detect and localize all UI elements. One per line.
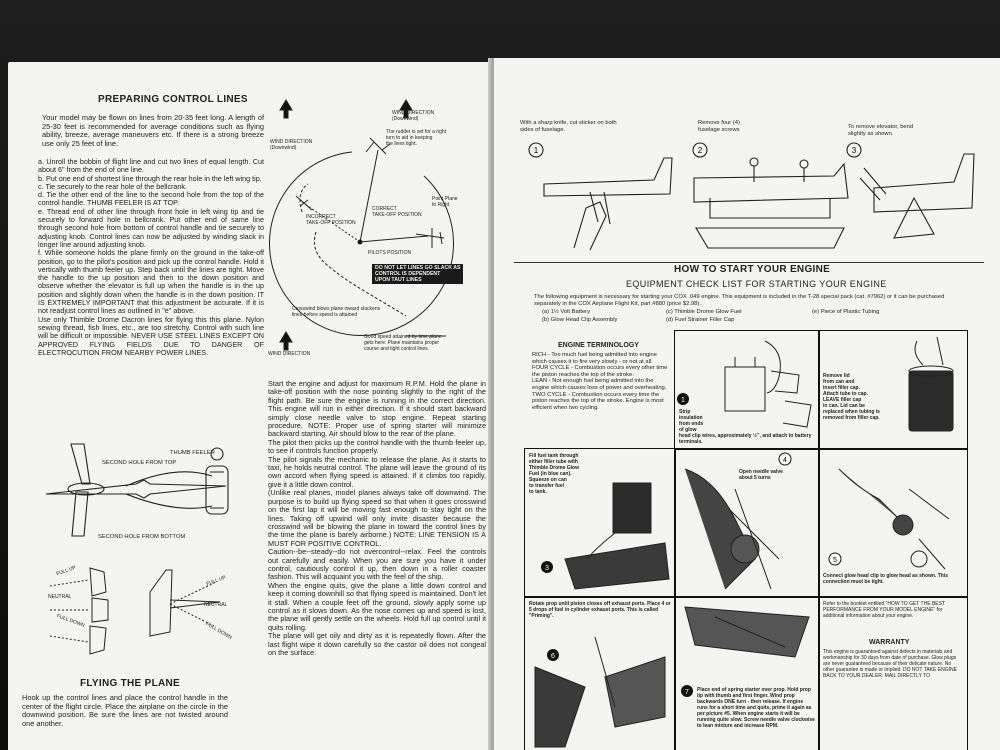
flying-intro-text: Hook up the control lines and place the control handle in the center of the flight circle. Place the airplane on the circle in the downwind position. Be sure the lines are not twisted around one another. xyxy=(22,693,228,728)
elevator-full-up-label: FULL UP xyxy=(205,574,227,588)
box-6-text: Rotate prop until piston closes off exhaust ports. Place 4 or 5 drops of fuel in cylinder exhaust ports. This is called "Priming". xyxy=(529,601,671,619)
box-2-text: Remove lid from can and insert filler cap. Attach tube to cap. LEAVE filler cap in can. Lid can be replaced when tubing is removed from filler cap. xyxy=(823,373,880,421)
step-number-3: 3 xyxy=(851,146,857,155)
warranty-title: WARRANTY xyxy=(869,639,910,646)
how-to-start-title: HOW TO START YOUR ENGINE xyxy=(674,264,831,275)
crosswind-note: Crosswind blows plane inward slackens lines before speed is attained xyxy=(292,306,381,318)
checklist-item-c: (c) Thimble Drome Glow Fuel xyxy=(666,309,742,315)
booklet-reference: Refer to the booklet entitled "HOW TO GET THE BEST PERFORMANCE FROM YOUR MODEL ENGINE" for additional information about your engine. xyxy=(823,601,945,619)
start-step-5-box xyxy=(818,448,968,598)
box-number-5: 5 xyxy=(833,557,837,564)
equipment-checklist-title: EQUIPMENT CHECK LIST FOR STARTING YOUR ENGINE xyxy=(626,279,887,289)
start-step-2-box xyxy=(818,330,968,450)
wind-direction-bottom: WIND DIRECTION xyxy=(268,351,311,357)
elevator-neutral-label: NEUTRAL xyxy=(204,602,228,608)
terminology-title: ENGINE TERMINOLOGY xyxy=(558,342,639,349)
section-divider xyxy=(514,262,984,263)
wind-direction-right: WIND DIRECTION (Downwind) xyxy=(392,110,435,122)
incorrect-takeoff-label: INCORRECT TAKE-OFF POSITION xyxy=(306,214,356,226)
left-page xyxy=(8,62,492,750)
start-step-1-box xyxy=(674,330,820,450)
start-step-7-box xyxy=(674,596,820,750)
slack-lines-warning: DO NOT LET LINES GO SLACK AS CONTROL IS DEPENDENT UPON TAUT LINES xyxy=(372,264,463,284)
box-3-text: Fill fuel tank through either filler tube with Thimble Drome Glow Fuel (in blue can). Squeeze on can to transfer fuel to tank. xyxy=(529,453,580,495)
warranty-text: This engine is guaranteed against defects in materials and workmanship for 30 days from date of purchase. Glow plugs are never guaranteed because of their delicate nature. No other guarantee is made or implied. DO NOT TAKE ENGINE BACK TO YOUR DEALER. MAIL DIRECTLY TO xyxy=(823,649,957,679)
equipment-intro: The following equipment is necessary for starting your COX .049 engine. This equipment is included in the T-28 special pack (cat. #7962) or it can be purchased separately in the COX Airplane Flight Kit, part #880 (price $2.98). xyxy=(534,294,945,307)
neutral-label: NEUTRAL xyxy=(48,594,72,600)
full-down-label: FULL DOWN xyxy=(55,613,86,629)
start-step-6-box xyxy=(524,596,676,750)
step-1-caption: With a sharp knife, cut sticker on both sides of fuselage. xyxy=(520,120,617,133)
step-2-caption: Remove four (4) fuselage screws xyxy=(698,120,740,133)
box-7-text: Place end of spring starter over prop. Hold prop tip with thumb and first finger. Wind prop backwards ONE turn - then release. If engine runs for a short time and quits, prime it again as per picture #5. When engine starts it will be running quite slow. Screw needle valve clockwise to lean mixture and increase RPM. xyxy=(697,687,815,729)
checklist-item-d: (d) Fuel Strainer Filler Cap xyxy=(666,317,735,323)
speed-note: Good speed attained by time plane gets here. Plane maintains proper course and tight control lines. xyxy=(364,334,442,352)
control-lines-intro: Your model may be flown on lines from 20-35 feet long. A length of 25-30 feet is recommended for average conditions such as flying ability, breeze, average maneuvers etc. If there is a strong breeze use only 25 feet of line. xyxy=(42,113,264,148)
flying-instructions: Start the engine and adjust for maximum R.P.M. Hold the plane in take-off position with the nose pointing slightly to the right of the flight path. Be sure the engine is running in the correct direction. This engine will run in either direction. If it should start backward simply close needle valve to stop engine. Repeat starting procedure. NOTE: Proper use of spring starter will minimize backward starting. Air should blow to the rear of the plane. The pilot then picks up the control handle with the thumb feeler up, to see if controls function properly. The pilot signals the mechanic to release the plane. As it starts to taxi, he holds neutral control. The plane will leave the ground of its own accord when flying speed is attained. If it climbs too rapidly, give it a little down control. (Unlike real planes, model planes always take off downwind. The purpose is to build up flying speed so that when it goes crosswind on the first lap it will be moving fast enough to stay tight on the lines. Taking off upwind will only invite disaster because the crosswind will be blowing the plane in toward the control lines by the time the plane is barely airborne.) NOTE: LINE TENSION IS A MUST FOR POSITIVE CONTROL. Caution--be--steady--do not overcontrol--relax. Feel the controls out carefully and easily. When you are sure you have it under control, cautiously control it up, then down in a roller coaster fashion. This will acquaint you with the feel of the ship. When the engine quits, give the plane a little down control and keep it coming downhill so that flying speed is maintained. Don't let it stall. When a couple feet off the ground, slowly apply some up control as it slows down. As the nose comes up and speed is lost, the plane will gently settle on the wheels. Hold full up control until it quits rolling. The plane will get oily and dirty as it is repeatedly flown. After the last flight wipe it down carefully so the castor oil does not congeal on the surface. xyxy=(268,379,486,657)
thumb-feeler-label: THUMB FEELER xyxy=(170,450,215,456)
box-1-text: Strip insulation from ends of glow head clip wires, approximately ½", and attach to battery terminals. xyxy=(679,409,812,445)
box-number-7: 7 xyxy=(685,689,689,696)
box-number-1: 1 xyxy=(681,397,685,404)
terminology-text: RICH - Too much fuel being admitted into engine which causes it to fire very slowly - or not at all. FOUR CYCLE - Combustion occurs every other time the piston reaches the top of the stroke. LEAN - Not enough fuel being admitted into the engine which causes loss of power and overheating. TWO CYCLE - Combustion occurs every time the piston reaches the top of the stroke. Engine is most efficient when two cycling. xyxy=(532,352,668,411)
pilots-position-label: PILOTS POSITION xyxy=(368,250,412,256)
second-hole-top-label: SECOND HOLE FROM TOP xyxy=(102,460,177,466)
point-plane-label: Point Plane to Right xyxy=(432,196,458,208)
step-3-caption: To remove elevator, bend slightly as shown. xyxy=(848,124,914,137)
wind-direction-left: WIND DIRECTION (Downwind) xyxy=(270,139,313,151)
step-number-1: 1 xyxy=(533,146,539,155)
second-hole-bottom-label: SECOND HOLE FROM BOTTOM xyxy=(98,534,186,540)
box-number-4: 4 xyxy=(783,457,787,464)
checklist-item-e: (e) Piece of Plastic Tubing xyxy=(812,309,880,315)
right-page xyxy=(494,58,1000,750)
box-4-text: Open needle valve about 5 turns xyxy=(739,469,783,481)
full-up-label: FULL UP xyxy=(55,564,77,578)
control-lines-steps: a. Unroll the bobbin of flight line and cut two lines of equal length. Cut about 6" from the end of one line. b. Put one end of shortest line through the rear hole in the left wing tip. c. Tie securely to the rear hole of the bellcrank. d. Tie the other end of the line to the second hole from the top of the control handle. THUMB FEELER IS AT TOP. e. Thread end of other line through front hole in left wing tip and tie securely to forward hole in bellcrank. Put other end of same line through second hole from bottom of control handle and tie securely to adjusting knob. Control lines can now be adjusted by winding slack in longer line around adjusting knob. f. While someone holds the plane firmly on the ground in the take-off position, go to the pilot's position and pick up the control handle. Hold it vertically with thumb feeler up. Step back until the lines are tight. Move the handle to the up position and then to the down position and observe whether the elevator is full up when the handle is in the up position and slightly down when the handle is in the down position. IT IS EXTREMELY IMPORTANT that this adjustment be accurate. If it is not readjust control lines as outlined in "e" above. Use only Thimble Drome Dacron lines for flying this this plane. Nylon sewing thread, fish lines, etc., are too stretchy. Control with such line will be difficult or impossible. NEVER USE STEEL LINES EXCEPT ON APPROVED FLYING FIELDS DUE TO DANGER OF ELECTROCUTION FROM NEARBY POWER LINES. xyxy=(38,157,264,357)
warranty-box xyxy=(818,596,968,750)
correct-takeoff-label: CORRECT TAKE-OFF POSITION xyxy=(372,206,422,218)
elevator-full-down-label: FULL DOWN xyxy=(204,621,233,641)
disassembly-illustrations xyxy=(514,138,984,258)
box-number-3: 3 xyxy=(545,565,549,572)
box-number-6: 6 xyxy=(551,653,555,660)
start-step-4-box xyxy=(674,448,820,598)
step-number-2: 2 xyxy=(697,146,703,155)
control-lines-title: PREPARING CONTROL LINES xyxy=(98,94,248,105)
priming-illustration xyxy=(525,597,675,750)
handle-wiring-illustration xyxy=(26,424,266,544)
checklist-item-b: (b) Glow Head Clip Assembly xyxy=(542,317,618,323)
checklist-item-a: (a) 1½ Volt Battery xyxy=(542,309,591,315)
rudder-note: The rudder is set for a right turn to aid in keeping the lines tight. xyxy=(386,129,447,147)
box-5-text: Connect glow head clip to glow head as shown. This connection must be tight. xyxy=(823,573,949,585)
start-step-3-box xyxy=(524,448,676,598)
flight-circle-diagram xyxy=(256,92,488,372)
flying-title: FLYING THE PLANE xyxy=(80,678,180,689)
